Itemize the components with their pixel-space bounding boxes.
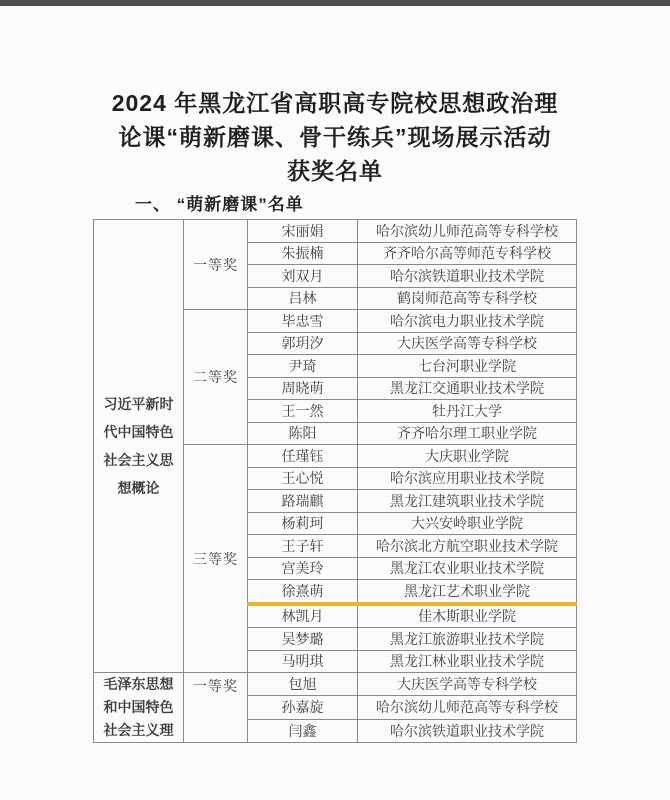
school-cell: 鹤岗师范高等专科学校 (358, 287, 577, 310)
category-line: 想概论 (117, 480, 160, 496)
award-cell: 三等奖 (184, 445, 248, 673)
name-cell: 毕忠雪 (248, 310, 358, 333)
section-heading: 一、 “萌新磨课”名单 (135, 195, 304, 214)
name-cell: 路瑞麒 (248, 490, 358, 513)
name-cell: 任瑾钰 (248, 445, 358, 468)
document-title (40, 86, 630, 188)
school-cell: 大庆医学高等专科学校 (358, 332, 577, 355)
name-cell: 杨莉珂 (248, 512, 358, 535)
name-cell: 徐熹萌 (248, 580, 358, 604)
name-cell: 林凯月 (248, 604, 358, 628)
name-cell: 孙嘉旋 (248, 696, 358, 719)
school-cell: 哈尔滨应用职业技术学院 (358, 467, 577, 490)
name-cell: 吕林 (248, 287, 358, 310)
award-cell: 二等奖 (184, 310, 248, 445)
table-row (94, 673, 577, 696)
title-line: 论课“萌新磨课、骨干练兵”现场展示活动 (118, 124, 552, 150)
name-cell: 马明琪 (248, 650, 358, 673)
name-cell: 宋丽娟 (248, 220, 358, 243)
name-cell: 朱振楠 (248, 242, 358, 265)
table-row (94, 220, 577, 243)
name-cell: 郭玥汐 (248, 332, 358, 355)
school-cell: 大庆职业学院 (358, 445, 577, 468)
award-cell: 一等奖 (184, 673, 248, 743)
school-cell: 牡丹江大学 (358, 400, 577, 423)
top-bar (0, 0, 670, 6)
school-cell: 佳木斯职业学院 (358, 604, 577, 628)
school-cell: 哈尔滨铁道职业技术学院 (358, 719, 577, 742)
name-cell: 周晓萌 (248, 377, 358, 400)
category-line: 代中国特色 (103, 424, 174, 440)
school-cell: 齐齐哈尔高等师范专科学校 (358, 242, 577, 265)
school-cell: 大兴安岭职业学院 (358, 512, 577, 535)
category-line: 社会主义理 (103, 722, 174, 738)
award-table (93, 219, 577, 743)
school-cell: 齐齐哈尔理工职业学院 (358, 422, 577, 445)
name-cell: 宫美玲 (248, 557, 358, 580)
school-cell: 黑龙江交通职业技术学院 (358, 377, 577, 400)
school-cell: 哈尔滨铁道职业技术学院 (358, 265, 577, 288)
name-cell: 陈阳 (248, 422, 358, 445)
category-cell (94, 220, 184, 673)
title-line: 获奖名单 (287, 158, 383, 184)
school-cell: 黑龙江旅游职业技术学院 (358, 628, 577, 651)
name-cell: 王一然 (248, 400, 358, 423)
name-cell: 包旭 (248, 673, 358, 696)
school-cell: 黑龙江农业职业技术学院 (358, 557, 577, 580)
school-cell: 黑龙江建筑职业技术学院 (358, 490, 577, 513)
school-cell: 哈尔滨幼儿师范高等专科学校 (358, 696, 577, 719)
category-cell (94, 673, 184, 743)
name-cell: 闫鑫 (248, 719, 358, 742)
title-line: 2024 年黑龙江省高职高专院校思想政治理 (111, 90, 559, 116)
school-cell: 哈尔滨幼儿师范高等专科学校 (358, 220, 577, 243)
school-cell: 哈尔滨电力职业技术学院 (358, 310, 577, 333)
award-cell: 一等奖 (184, 220, 248, 310)
name-cell: 吴梦璐 (248, 628, 358, 651)
category-line: 习近平新时 (103, 396, 174, 412)
school-cell: 黑龙江艺术职业学院 (358, 580, 577, 604)
school-cell: 七台河职业学院 (358, 355, 577, 378)
school-cell: 黑龙江林业职业技术学院 (358, 650, 577, 673)
school-cell: 哈尔滨北方航空职业技术学院 (358, 535, 577, 558)
name-cell: 尹琦 (248, 355, 358, 378)
category-line: 毛泽东思想 (103, 676, 174, 692)
name-cell: 王心悦 (248, 467, 358, 490)
name-cell: 刘双月 (248, 265, 358, 288)
category-line: 和中国特色 (103, 699, 174, 715)
name-cell: 王子轩 (248, 535, 358, 558)
category-line: 社会主义思 (103, 452, 174, 468)
school-cell: 大庆医学高等专科学校 (358, 673, 577, 696)
